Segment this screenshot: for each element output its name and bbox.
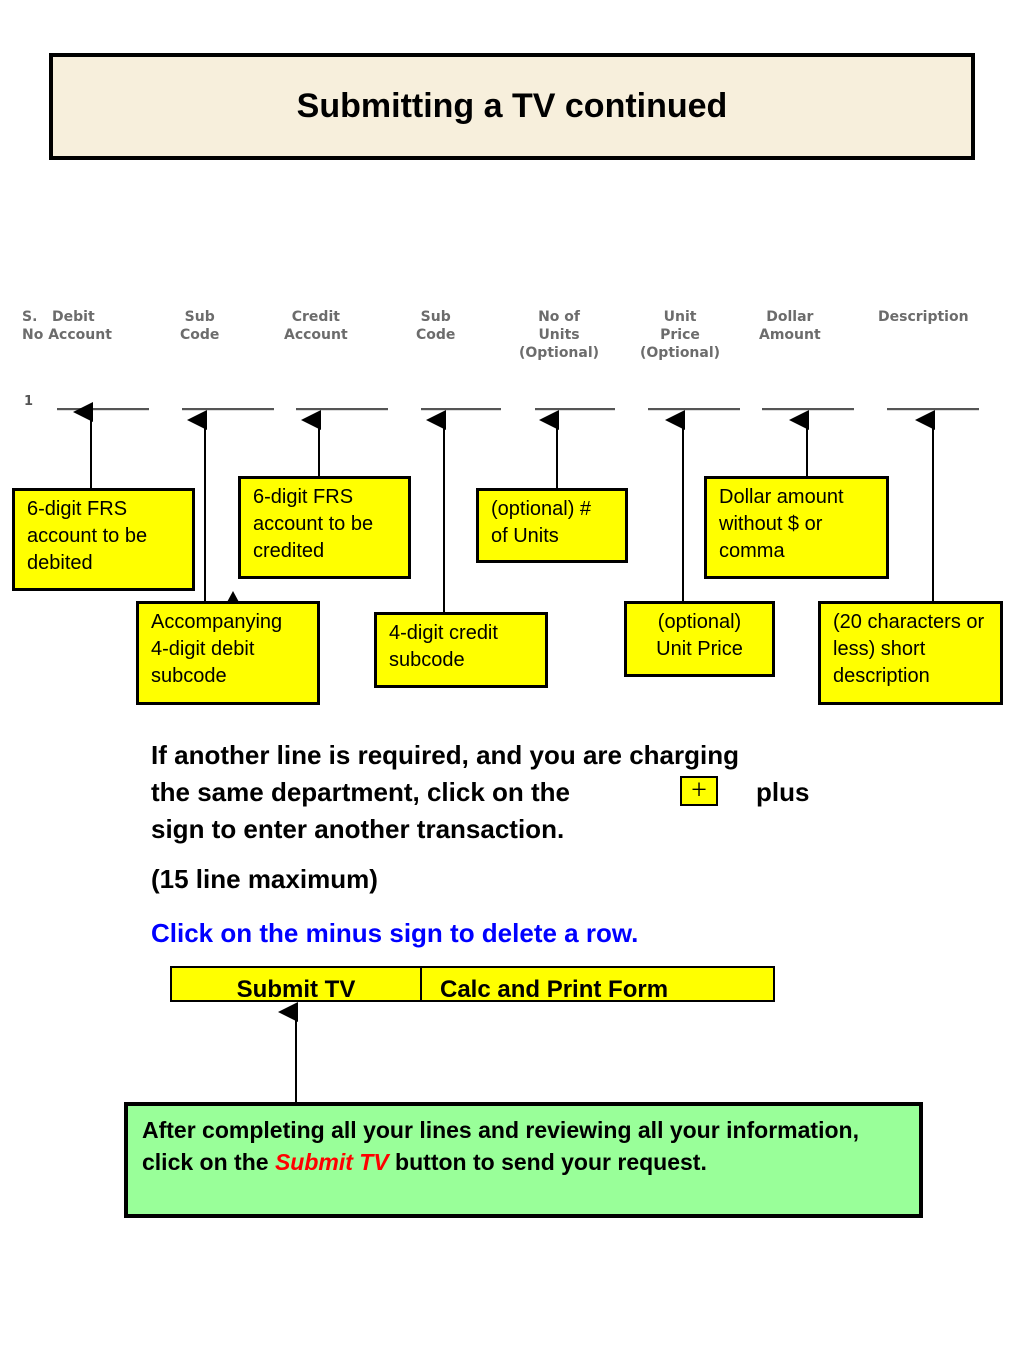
header-dollar-amount: Dollar Amount: [759, 309, 821, 343]
submit-note-emphasis: Submit TV: [274, 1149, 389, 1175]
instruction-line-3: sign to enter another transaction.: [151, 814, 565, 844]
header-unit-price: Unit Price (Optional): [640, 309, 721, 361]
header-debit-account: S. Debit No Account: [22, 309, 112, 343]
instructions: [151, 737, 851, 848]
header-credit-account: Credit Account: [284, 309, 348, 343]
callout-credit-account: 6-digit FRS account to be credited: [238, 476, 411, 579]
plus-icon[interactable]: +: [680, 776, 718, 806]
button-bar: [170, 966, 775, 1002]
callout-description: (20 characters or less) short description: [818, 601, 1003, 705]
instruction-line-2-end: plus: [756, 777, 810, 807]
submit-note-text-end: button to send your request.: [388, 1149, 707, 1175]
page-title: Submitting a TV continued: [296, 87, 728, 125]
instruction-line-2-start: the same department, click on the: [151, 777, 571, 807]
submit-note: [124, 1102, 923, 1218]
header-units: No of Units (Optional): [519, 309, 600, 361]
header-description: Description: [878, 309, 969, 325]
callout-debit-subcode: Accompanying 4-digit debit subcode: [136, 601, 320, 705]
minus-instruction: Click on the minus sign to delete a row.: [151, 918, 639, 948]
header-debit-subcode: Sub Code: [180, 309, 220, 343]
callout-unit-price: (optional) Unit Price: [624, 601, 775, 677]
callout-debit-account: 6-digit FRS account to be debited: [12, 488, 195, 591]
header-credit-subcode: Sub Code: [416, 309, 456, 343]
instruction-line-2: [151, 774, 851, 811]
instruction-line-1: If another line is required, and you are charging: [151, 740, 740, 770]
submit-note-text: After completing all your lines and reviewing all your information, click on the: [142, 1117, 859, 1175]
submit-tv-button[interactable]: Submit TV: [172, 968, 422, 1000]
callout-units: (optional) # of Units: [476, 488, 628, 563]
calc-print-button[interactable]: Calc and Print Form: [440, 976, 669, 1002]
row-number: 1: [24, 394, 34, 409]
callout-credit-subcode: 4-digit credit subcode: [374, 612, 548, 688]
callout-dollar-amount: Dollar amount without $ or comma: [704, 476, 889, 579]
line-maximum-note: (15 line maximum): [151, 864, 378, 894]
